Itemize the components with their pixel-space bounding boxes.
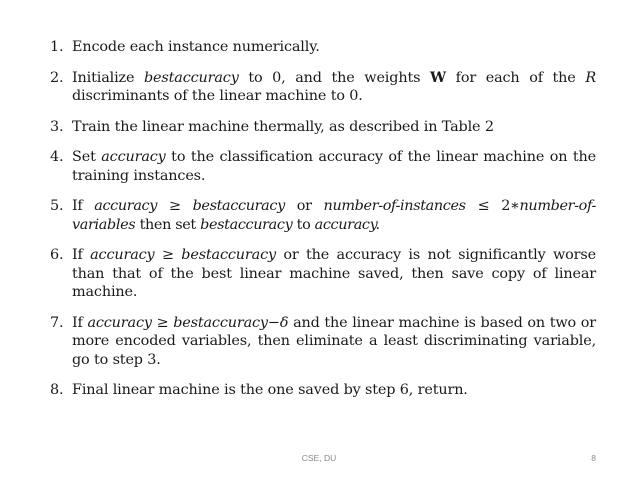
step-8 bbox=[50, 381, 596, 400]
step-text: If accuracy ≥ bestaccuracy or the accuracy is not significantly worse than that of the best linear machine saved, then save copy of linear machine. bbox=[72, 247, 597, 300]
step-number: 7. bbox=[50, 314, 64, 331]
step-number: 3. bbox=[50, 118, 64, 135]
step-text: Train the linear machine thermally, as described in Table 2 bbox=[72, 118, 494, 135]
step-number: 1. bbox=[50, 39, 64, 55]
step-1 bbox=[50, 38, 596, 57]
step-number: 6. bbox=[50, 247, 64, 263]
step-text: Set accuracy to the classification accuracy of the linear machine on the training instances. bbox=[72, 149, 596, 184]
step-number: 5. bbox=[50, 198, 64, 214]
step-text: Encode each instance numerically. bbox=[72, 39, 320, 55]
step-number: 2. bbox=[50, 69, 64, 86]
step-6 bbox=[50, 246, 596, 302]
step-text: If accuracy ≥ bestaccuracy or number-of-instances ≤ 2∗number-of-variables then set bestaccuracy to accuracy. bbox=[72, 198, 596, 233]
step-number: 8. bbox=[50, 382, 64, 398]
page-number: 8 bbox=[591, 453, 596, 463]
step-text: Initialize bestaccuracy to 0, and the weights W for each of the R discriminants of the linear machine to 0. bbox=[72, 68, 596, 104]
footer-label: CSE, DU bbox=[301, 453, 337, 463]
step-4 bbox=[50, 148, 596, 185]
step-number: 4. bbox=[50, 149, 64, 165]
step-text: If accuracy ≥ bestaccuracy−δ and the linear machine is based on two or more encoded variables, then eliminate a least discriminating variable, go to step 3. bbox=[72, 314, 596, 368]
step-7 bbox=[50, 314, 596, 370]
step-3 bbox=[50, 118, 596, 137]
step-text: Final linear machine is the one saved by step 6, return. bbox=[72, 382, 468, 398]
step-5 bbox=[50, 197, 596, 234]
step-2 bbox=[50, 69, 596, 106]
algorithm-steps bbox=[50, 38, 596, 412]
